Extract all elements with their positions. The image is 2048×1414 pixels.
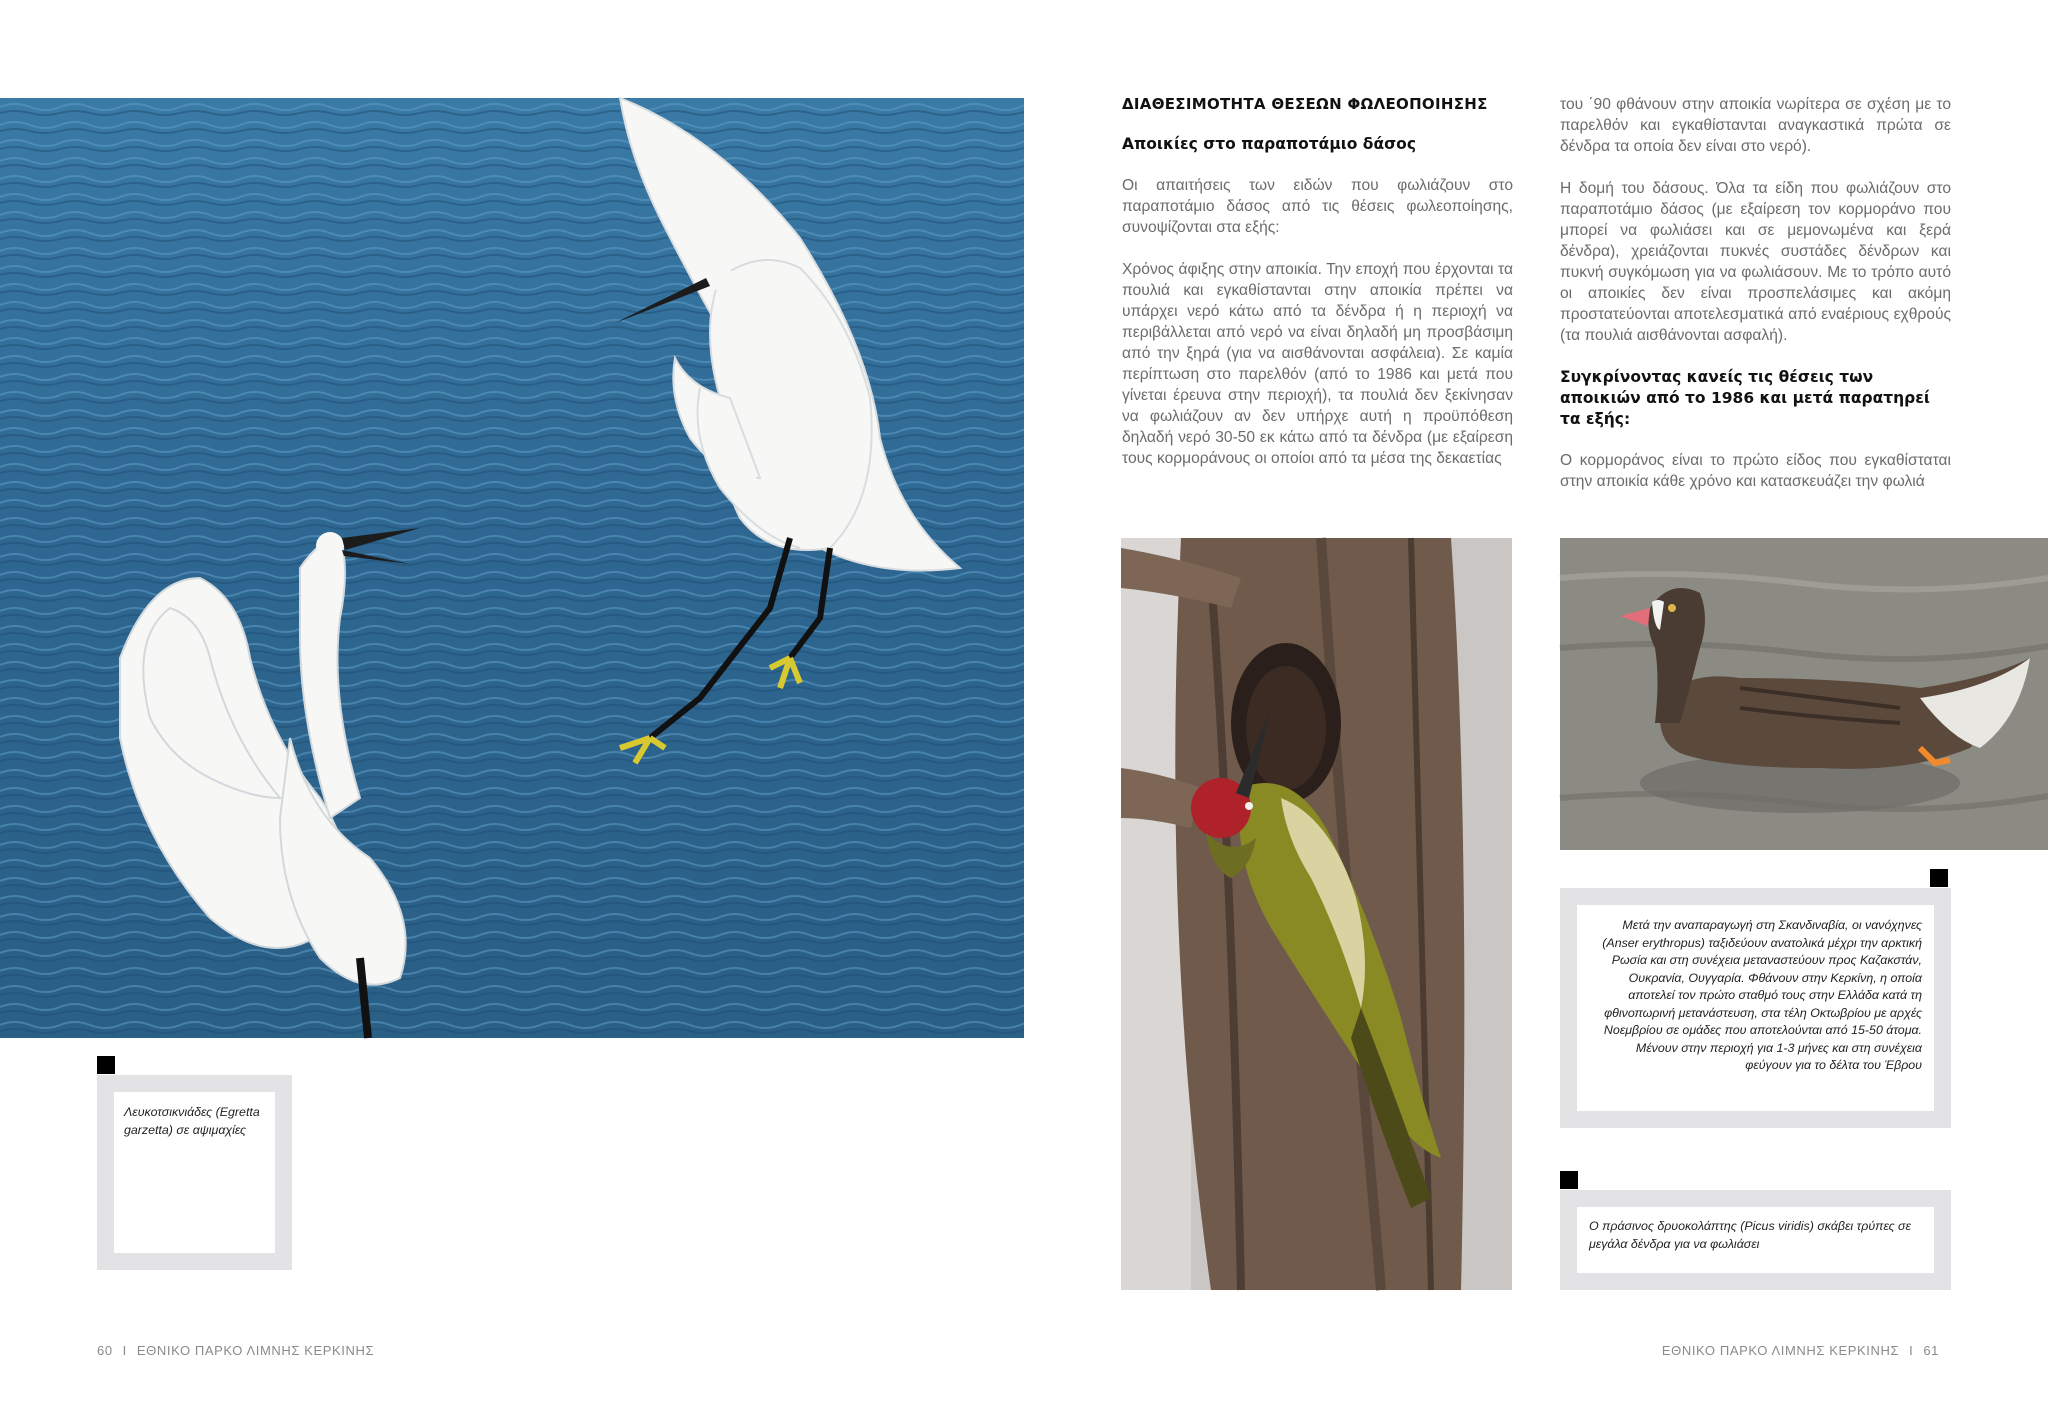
page-number-right: 61 — [1923, 1343, 1939, 1358]
body-paragraph: Χρόνος άφιξης στην αποικία. Την εποχή που έρχονται τα πουλιά και εγκαθίστανται στην αποικία πρέπει να υπάρχει νερό κάτω από τα δένδρα ή η περιοχή να περιβάλλεται από νερό να είναι δηλαδή μη προσβάσιμη από την ξηρά (για να αισθάνονται ασφάλεια). Σε καμία περίπτωση στο παρελθόν (από το 1986 και μετά που γίνεται έρευνα στην περιοχή), τα πουλιά δεν ξεκίνησαν να φωλιάζουν αν δεν υπήρχε αυτή η προϋπόθεση δηλαδή νερό 30-50 εκ κάτω από τα δένδρα (με εξαίρεση τους κορμοράνους οι οποίοι από τα μέσα της δεκαετίας — [1122, 261, 1513, 467]
woodpecker-caption-box — [1560, 1190, 1951, 1290]
text-column-right — [1560, 94, 1951, 490]
caption-marker — [97, 1056, 115, 1074]
footer-left — [97, 1343, 374, 1358]
woodpecker-photo — [1121, 538, 1512, 1290]
section-subheading: Αποικίες στο παραποτάμιο δάσος — [1122, 135, 1417, 153]
body-paragraph: του ΄90 φθάνουν στην αποικία νωρίτερα σε σχέση με το παρελθόν και εγκαθίστανται αναγκαστικά πρώτα σε δένδρα τα οποία δεν είναι στο νερό). — [1560, 96, 1951, 155]
egrets-caption: Λευκοτσικνιάδες (Egretta garzetta) σε αψιμαχίες — [124, 1105, 260, 1137]
caption-marker — [1930, 869, 1948, 887]
body-paragraph: Ο κορμοράνος είναι το πρώτο είδος που εγκαθίσταται στην αποικία κάθε χρόνο και κατασκευάζει την φωλιά — [1560, 452, 1951, 490]
text-column-left — [1122, 94, 1513, 527]
goose-photo — [1560, 538, 2048, 850]
egrets-caption-box — [97, 1075, 292, 1270]
body-paragraph: Η δομή του δάσους. Όλα τα είδη που φωλιάζουν στο παραποτάμιο δάσος (με εξαίρεση τον κορμοράνο που μπορεί να φωλιάσει και σε μεμονωμένα και ξερά δένδρα), χρειάζονται πυκνές συστάδες δένδρων και πυκνή συγκόμωση για να φωλιάσουν. Με το τρόπο αυτό οι αποικίες δεν είναι προσπελάσιμες και ακόμη προστατεύονται αποτελεσματικά από εναέριους εχθρούς (τα πουλιά αισθάνονται ασφαλή). — [1560, 180, 1951, 344]
woodpecker-caption: Ο πράσινος δρυοκολάπτης (Picus viridis) σκάβει τρύπες σε μεγάλα δένδρα για να φωλιάσει — [1589, 1219, 1911, 1251]
caption-marker — [1560, 1171, 1578, 1189]
goose-caption: Μετά την αναπαραγωγή στη Σκανδιναβία, οι νανόχηνες (Anser erythropus) ταξιδεύουν ανατολικά μέχρι την αρκτική Ρωσία και στη συνέχεια μεταναστεύουν προς Καζακστάν, Ουκρανία, Ουγγαρία. Φθάνουν στην Κερκίνη, η οποία αποτελεί τον πρώτο σταθμό τους στην Ελλάδα κατά τη φθινοπωρινή μετανάστευση, στα τέλη Οκτωβρίου με αρχές Νοεμβρίου σε ομάδες που αποτελούνται από 15-50 άτομα. Μένουν στην περιοχή για 1-3 μήνες και στη συνέχεια φεύγουν για το δέλτα του Έβρου — [1602, 918, 1922, 1072]
footer-title-right: ΕΘΝΙΚΟ ΠΑΡΚΟ ΛΙΜΝΗΣ ΚΕΡΚΙΝΗΣ — [1661, 1343, 1900, 1358]
egrets-photo — [0, 98, 1024, 1038]
footer-title-left: ΕΘΝΙΚΟ ΠΑΡΚΟ ΛΙΜΝΗΣ ΚΕΡΚΙΝΗΣ — [136, 1343, 375, 1358]
body-paragraph: Οι απαιτήσεις των ειδών που φωλιάζουν στο παραποτάμιο δάσος από τις θέσεις φωλεοποίησης, συνοψίζονται στα εξής: — [1122, 177, 1513, 236]
footer-right — [1662, 1343, 1939, 1358]
footer-separator: I — [122, 1343, 127, 1358]
footer-separator: I — [1909, 1343, 1914, 1358]
goose-caption-box — [1560, 888, 1951, 1128]
page-heading: ΔΙΑΘΕΣΙΜΟΤΗΤΑ ΘΕΣΕΩΝ ΦΩΛΕΟΠΟΙΗΣΗΣ — [1122, 95, 1488, 113]
column-subheading: Συγκρίνοντας κανείς τις θέσεις των αποικιών από το 1986 και μετά παρατηρεί τα εξής: — [1560, 368, 1930, 428]
page-number-left: 60 — [97, 1343, 113, 1358]
